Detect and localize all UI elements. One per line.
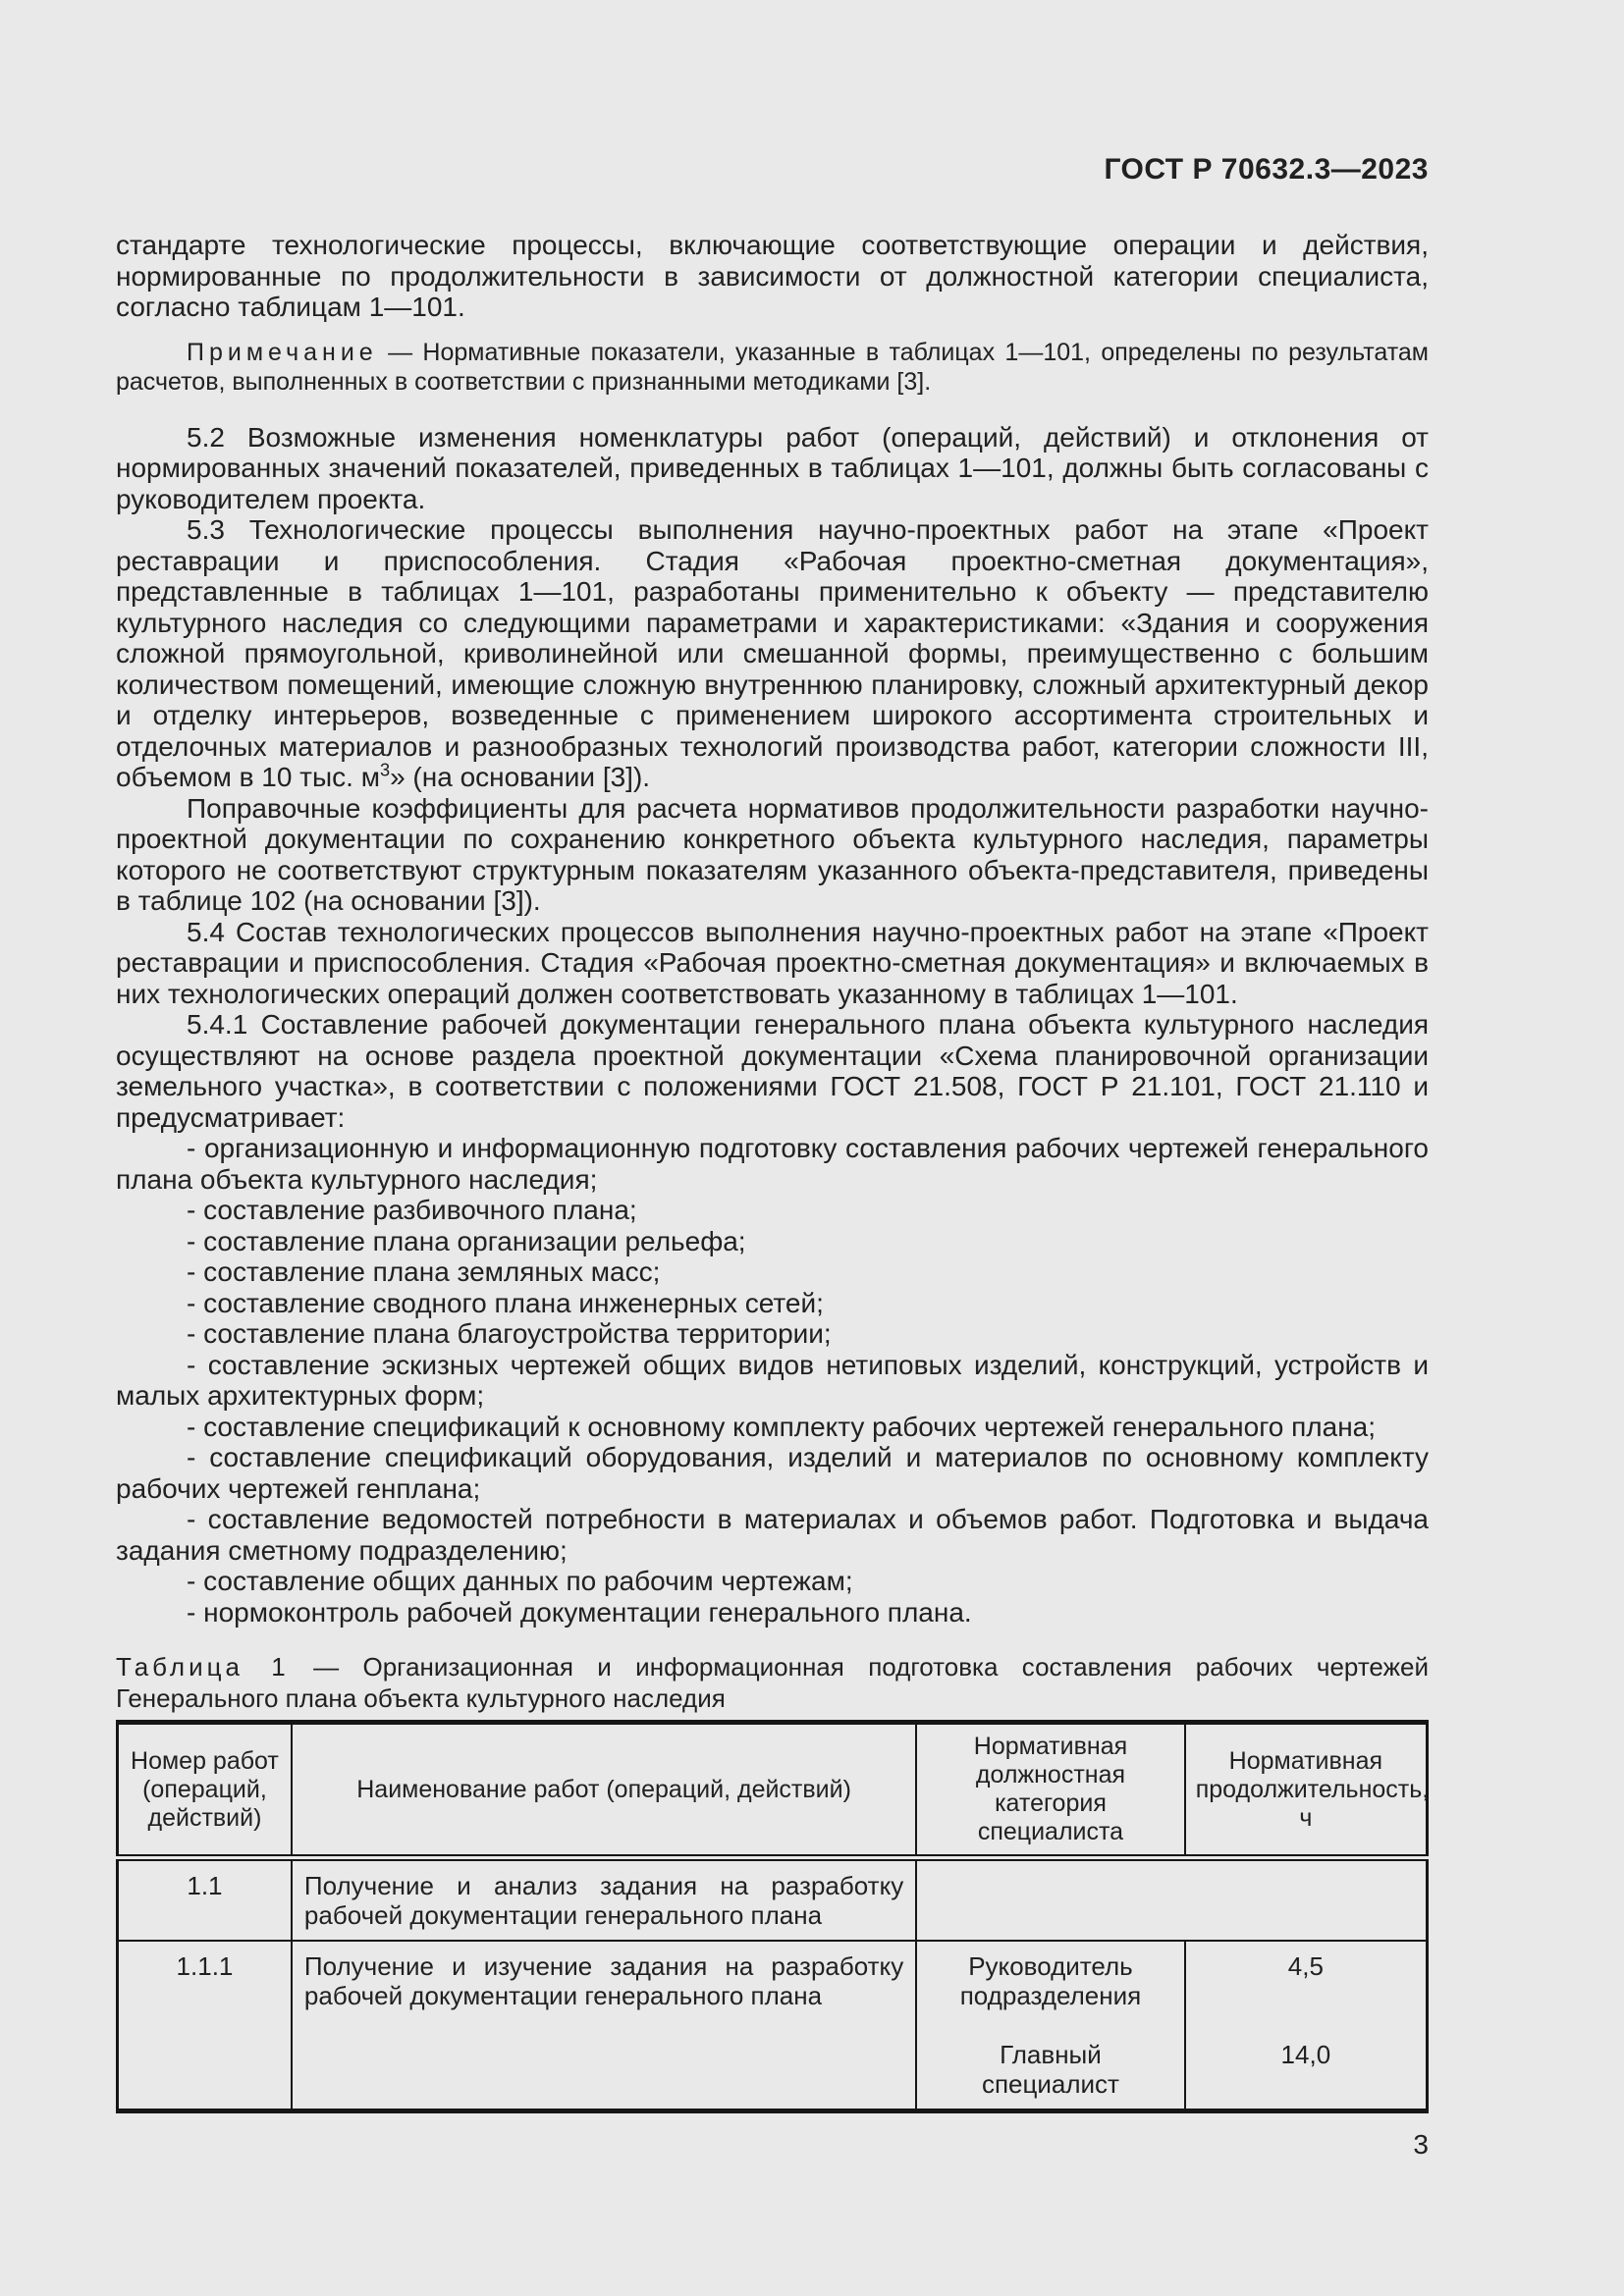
merged-empty-cell <box>916 1858 1427 1942</box>
list-item: - составление разбивочного плана; <box>187 1195 637 1225</box>
list-item: - составление сводного плана инженерных сетей; <box>187 1287 824 1318</box>
table-caption <box>116 1651 1429 1714</box>
body-paragraph-5-4: 5.4 Состав технологических процессов выполнения научно-проектных работ на этапе «Проект реставрации и приспособления. Стадия «Рабочая проектно-сметная документация» и включаемых в них технологических операций должен соответствовать указанному в таблицах 1—101. <box>116 916 1429 1009</box>
body-paragraph-intro: стандарте технологические процессы, включающие соответствующие операции и действия, нормированные по продолжительности в зависимости от должностной категории специалиста, согласно таблицам 1—101. <box>116 230 1429 322</box>
work-name-cell: Получение и анализ задания на разработку рабочей документации генерального плана <box>292 1858 916 1942</box>
column-header-duration: Нормативная продолжительность, ч <box>1185 1723 1428 1858</box>
duration-entry: 14,0 <box>1280 2040 1331 2069</box>
body-paragraph-5-3 <box>116 514 1429 793</box>
category-entry: Руководитель подразделения <box>959 1951 1142 2010</box>
work-number-cell: 1.1 <box>118 1858 292 1942</box>
note-text: — Нормативные показатели, указанные в таблицах 1—101, определены по результатам расчетов, выполненных в соответствии с признанными методиками [3]. <box>116 338 1429 396</box>
table-caption-label: Таблица 1 <box>116 1652 290 1682</box>
list-item: - составление общих данных по рабочим чертежам; <box>187 1566 853 1596</box>
specialist-category-cell <box>916 1941 1184 2111</box>
list-item: - составление эскизных чертежей общих видов нетиповых изделий, конструкций, устройств и малых архитектурных форм; <box>116 1349 1429 1411</box>
work-name-cell: Получение и изучение задания на разработку рабочей документации генерального плана <box>292 1941 916 2111</box>
category-entry: Главный специалист <box>981 2040 1119 2099</box>
note-label: Примечание <box>187 338 378 366</box>
list-item: - составление спецификаций к основному комплекту рабочих чертежей генерального плана; <box>187 1411 1377 1442</box>
page-number: 3 <box>1413 2129 1429 2160</box>
body-paragraph-5-4-1: 5.4.1 Составление рабочей документации генерального плана объекта культурного наследия осуществляют на основе раздела проектной документации «Схема планировочной организации земельного участка», в соответствии с положениями ГОСТ 21.508, ГОСТ Р 21.101, ГОСТ 21.110 и предусматривает: <box>116 1009 1429 1133</box>
column-header-work-name: Наименование работ (операций, действий) <box>292 1723 916 1858</box>
body-paragraph-koeff: Поправочные коэффициенты для расчета нормативов продолжительности разработки научно-проектной документации по сохранению конкретного объекта культурного наследия, параметры которого не соответствуют структурным показателям указанного объекта-представителя, приведены в таблице 102 (на основании [3]). <box>116 792 1429 916</box>
list-item: - составление спецификаций оборудования, изделий и материалов по основному комплекту рабочих чертежей генплана; <box>116 1442 1429 1504</box>
table-caption-text: — Организационная и информационная подготовка составления рабочих чертежей Генерального плана объекта культурного наследия <box>116 1652 1429 1713</box>
list-item: - составление ведомостей потребности в материалах и объемов работ. Подготовка и выдача задания сметному подразделению; <box>116 1504 1429 1566</box>
work-number-cell: 1.1.1 <box>118 1941 292 2111</box>
duration-cell <box>1185 1941 1428 2111</box>
normative-table <box>116 1720 1429 2113</box>
note-block <box>116 338 1429 397</box>
column-header-work-number: Номер работ (операций, действий) <box>118 1723 292 1858</box>
table-row <box>118 1941 1428 2111</box>
list-item: - нормоконтроль рабочей документации генерального плана. <box>187 1596 972 1628</box>
list-item: - составление плана организации рельефа; <box>187 1225 746 1256</box>
superscript-cubed: 3 <box>379 760 391 780</box>
list-item: - составление плана земляных масс; <box>187 1256 661 1287</box>
list-item: - составление плана благоустройства территории; <box>187 1318 832 1349</box>
body-paragraph-5-2: 5.2 Возможные изменения номенклатуры работ (операций, действий) и отклонения от нормированных значений показателей, приведенных в таблицах 1—101, должны быть согласованы с руководителем проекта. <box>116 421 1429 514</box>
paragraph-5-3-tail: » (на основании [3]). <box>390 762 651 792</box>
page-content <box>116 153 1429 2161</box>
table-row <box>118 1858 1428 1942</box>
column-header-specialist-category: Нормативная должностная категория специалиста <box>916 1723 1184 1858</box>
duration-entry: 4,5 <box>1287 1951 1324 1981</box>
standard-code-header: ГОСТ Р 70632.3—2023 <box>1104 153 1429 186</box>
list-item: - организационную и информационную подготовку составления рабочих чертежей генерального плана объекта культурного наследия; <box>116 1133 1429 1195</box>
table-header-row <box>118 1723 1428 1858</box>
paragraph-5-3-text: 5.3 Технологические процессы выполнения научно-проектных работ на этапе «Проект реставрации и приспособления. Стадия «Рабочая проектно-сметная документация», представленные в таблицах 1—101, разработаны применительно к объекту — представителю культурного наследия со следующими параметрами и характеристиками: «Здания и сооружения сложной прямоугольной, криволинейной или смешанной формы, преимущественно с большим количеством помещений, имеющие сложную внутреннюю планировку, сложный архитектурный декор и отделку интерьеров, возведенные с применением широкого ассортимента строительных и отделочных материалов и разнообразных технологий производства работ, категории сложности III, объемом в 10 тыс. м <box>116 514 1429 792</box>
